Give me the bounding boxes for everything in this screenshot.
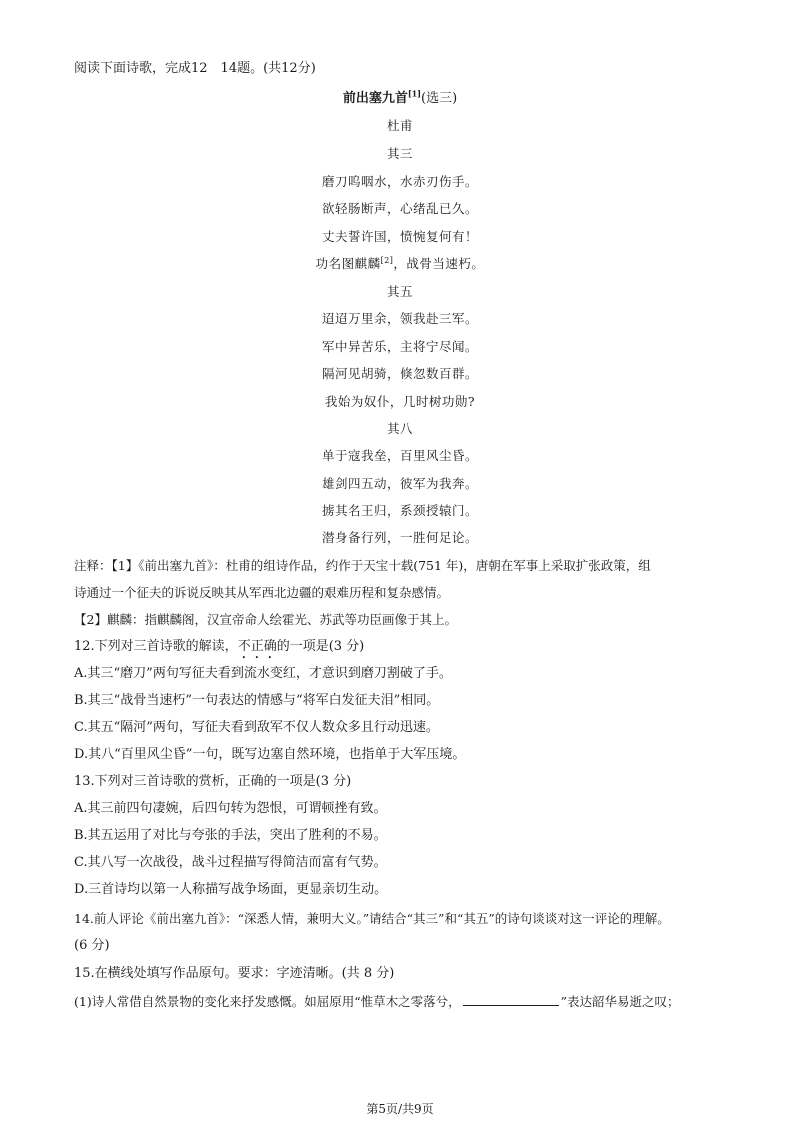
question-15-item-1-a: (1)诗人常借自然景物的变化来抒发感慨。如屈原用“惟草木之零落兮， (74, 994, 461, 1009)
question-12-option-b: B.其三“战骨当速朽”一句表达的情感与“将军白发征夫泪”相同。 (74, 693, 440, 708)
question-12-option-d: D.其八“百里风尘昏”一句，既写边塞自然环境，也指单于大军压境。 (74, 747, 466, 762)
poem-title-text: 前出塞九首 (342, 91, 408, 106)
question-12-option-c: C.其五“隔河”两句，写征夫看到敌军不仅人数众多且行动迅速。 (74, 720, 439, 735)
question-13-option-c: C.其八写一次战役，战斗过程描写得简洁而富有气势。 (74, 855, 387, 870)
poem-title-note-ref: [1] (407, 88, 421, 99)
note-1-line-1: 注释：【1】《前出塞九首》：杜甫的组诗作品，约作于天宝十载(751 年)，唐朝在军事上采取扩张政策，组 (74, 558, 651, 573)
poem-line: 雄剑四五动，彼军为我奔。 (321, 476, 478, 491)
question-15-item-1 (74, 993, 680, 1011)
section-heading: 其三 (386, 146, 413, 161)
poem-line: 掳其名王归，系颈授辕门。 (321, 503, 478, 518)
poem-title-suffix: (选三) (421, 91, 458, 106)
question-14-line-2: (6 分) (74, 938, 110, 953)
question-15-stem: 15.在横线处填写作品原句。要求：字迹清晰。(共 8 分) (74, 966, 395, 981)
poem-line: 潜身备行列，一胜何足论。 (321, 530, 478, 545)
poem-line: 单于寇我垒，百里风尘昏。 (321, 448, 478, 463)
poem-line: 磨刀呜咽水，水赤刃伤手。 (321, 174, 478, 189)
poem-line: 军中异苦乐，主将宁尽闻。 (321, 339, 478, 354)
poem-line: 丈夫誓许国，愤惋复何有！ (321, 229, 478, 244)
poem-author: 杜甫 (386, 118, 413, 133)
poem-line: 隔河见胡骑，倏忽数百群。 (321, 366, 478, 381)
question-12-stem (74, 638, 364, 662)
poem-line: 我始为奴仆，几时树功勋? (324, 394, 476, 409)
question-13-stem: 13.下列对三首诗歌的赏析，正确的一项是(3 分) (74, 774, 352, 789)
answer-blank[interactable] (463, 993, 559, 1006)
question-12-stem-b: 的一项是(3 分) (276, 639, 365, 654)
poem-line: 迢迢万里余，领我赴三军。 (321, 311, 478, 326)
section-heading: 其五 (386, 284, 413, 299)
question-12-option-a: A.其三“磨刀”两句写征夫看到流水变红，才意识到磨刀割破了手。 (74, 666, 452, 681)
poem-line-text: ，战骨当速朽。 (393, 256, 485, 271)
question-13-option-b: B.其五运用了对比与夸张的手法，突出了胜利的不易。 (74, 828, 387, 843)
question-14-line-1: 14.前人评论《前出塞九首》：“深悉人情，兼明大义。”请结合“其三”和“其五”的诗句谈谈对这一评论的理解。 (74, 911, 670, 926)
note-2: 【2】麒麟：指麒麟阁，汉宣帝命人绘霍光、苏武等功臣画像于其上。 (74, 612, 457, 627)
question-12-emphasis: 不正确 (237, 639, 277, 654)
question-13-option-a: A.其三前四句凄婉，后四句转为怨恨，可谓顿挫有致。 (74, 801, 387, 816)
poem-title (0, 90, 800, 108)
page-number: 第5页/共9页 (366, 1102, 434, 1116)
note-1-line-2: 诗通过一个征夫的诉说反映其从军西北边疆的艰难历程和复杂感情。 (74, 585, 450, 600)
reading-instruction: 阅读下面诗歌，完成12 14题。(共12分) (74, 61, 316, 76)
question-13-option-d: D.三首诗均以第一人称描写战争场面，更显亲切生动。 (74, 882, 388, 897)
poem-line-note-ref: [2] (380, 255, 394, 265)
question-12-stem-a: 12.下列对三首诗歌的解读， (74, 639, 238, 654)
poem-line-text: 功名图麒麟 (315, 256, 381, 271)
section-heading: 其八 (386, 421, 413, 436)
poem-line: 欲轻肠断声，心绪乱已久。 (321, 201, 478, 216)
question-15-item-1-b: ”表达韶华易逝之叹； (560, 994, 680, 1009)
poem-line (0, 255, 800, 273)
